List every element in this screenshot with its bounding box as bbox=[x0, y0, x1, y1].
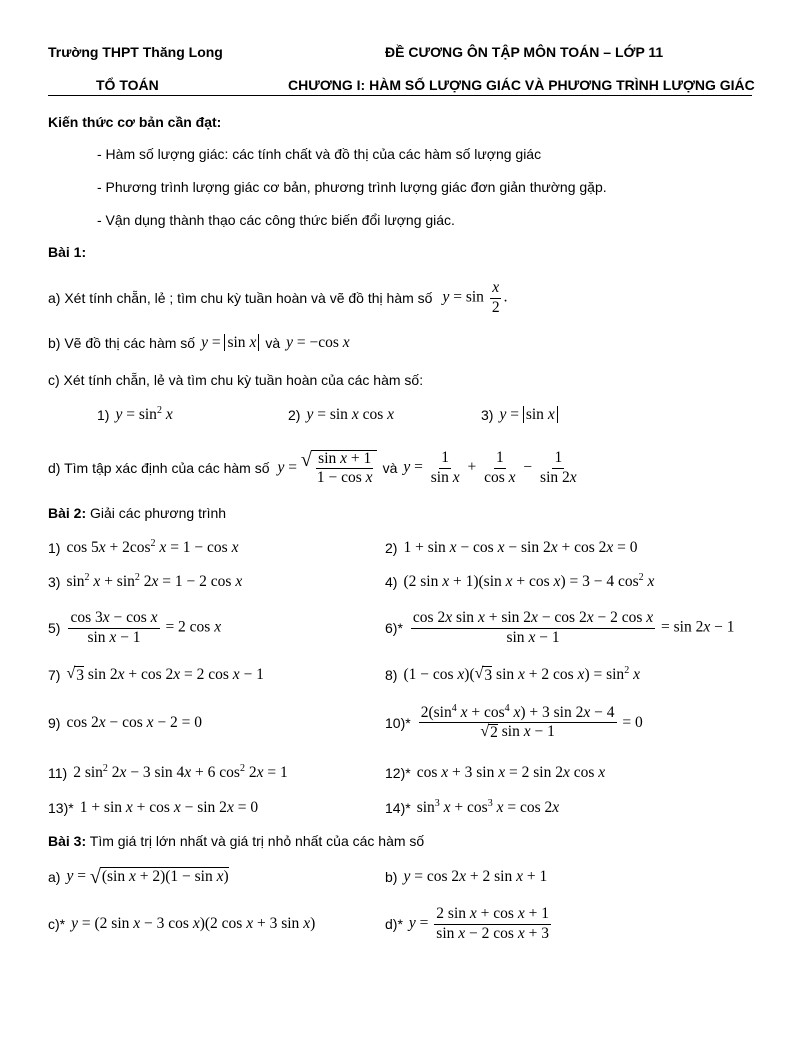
department-name: TỔ TOÁN bbox=[96, 77, 159, 93]
formula: y = −cos x bbox=[286, 334, 350, 351]
formula: y = sin x cos x bbox=[306, 406, 395, 423]
item-label: 3) bbox=[48, 574, 61, 590]
exercise-1a-text: a) Xét tính chẵn, lẻ ; tìm chu kỳ tuần hoàn và vẽ đồ thị hàm số bbox=[48, 290, 433, 306]
item-label: 11) bbox=[48, 765, 68, 781]
equation-6 bbox=[385, 608, 735, 648]
item-label: 2) bbox=[385, 540, 398, 556]
exercise-3-heading bbox=[48, 833, 424, 849]
formula: y = sin $\frac{x}{2}$ . bbox=[442, 279, 508, 316]
formula: 1 + sin x − cos x − sin 2x + cos 2x = 0 bbox=[403, 539, 638, 556]
formula: 1 + sin x + cos x − sin 2x = 0 bbox=[79, 799, 259, 816]
item-label: d)* bbox=[385, 916, 403, 932]
formula: y = (2 sin x − 3 cos x)(2 cos x + 3 sin x) bbox=[71, 915, 316, 932]
item-label: c)* bbox=[48, 916, 66, 932]
chapter-title: CHƯƠNG I: HÀM SỐ LƯỢNG GIÁC VÀ PHƯƠNG TRÌNH LƯỢNG GIÁC bbox=[288, 77, 755, 93]
item-label: 8) bbox=[385, 667, 398, 683]
formula: 2 $\sin^2 2x - 3$ sin 4x + 6 $\cos^2 2x = 1$ bbox=[73, 762, 288, 781]
exercise-1a bbox=[48, 280, 507, 316]
formula: √ 3 sin 2x + cos 2x = 2 cos x − 1 bbox=[66, 664, 264, 684]
exercise-1d-text: d) Tìm tập xác định của các hàm số bbox=[48, 460, 270, 476]
formula: y = cos 2x + 2 sin x + 1 bbox=[403, 868, 548, 885]
exercise-1c3 bbox=[481, 400, 558, 430]
heading-label: Bài 2: bbox=[48, 505, 87, 521]
formula: y = √ $\frac{\text{sin x + 1}}{\text{1 − cos x}}$ bbox=[278, 450, 377, 487]
school-name: Trường THPT Thăng Long bbox=[48, 44, 223, 60]
heading-label: Bài 3: bbox=[48, 833, 87, 849]
item-label: b) bbox=[385, 869, 398, 885]
formula: (2 sin x + 1)(sin x + cos x) = 3 − 4 $\cos^2 x$ bbox=[403, 571, 655, 590]
header-divider bbox=[48, 95, 752, 96]
function-d bbox=[385, 902, 553, 946]
equation-8 bbox=[385, 660, 640, 690]
equation-13 bbox=[48, 793, 258, 823]
knowledge-item: - Phương trình lượng giác cơ bản, phương trình lượng giác đơn giản thường gặp. bbox=[97, 179, 607, 195]
conjunction: và bbox=[382, 460, 398, 476]
item-label: 5) bbox=[48, 620, 61, 636]
formula: cos 2x − cos x − 2 = 0 bbox=[66, 714, 203, 731]
item-label: 10)* bbox=[385, 715, 411, 731]
equation-11 bbox=[48, 758, 288, 788]
equation-4 bbox=[385, 567, 654, 597]
formula: $2(\sin^4$ $x + \cos^4 x) + 3$ sin 2x − 4 √ 2 sin x − 1 = 0 bbox=[420, 702, 643, 741]
heading-text: Giải các phương trình bbox=[86, 505, 227, 521]
item-label: 1) bbox=[48, 540, 61, 556]
equation-1 bbox=[48, 533, 238, 563]
exercise-1c1 bbox=[97, 400, 173, 430]
function-a bbox=[48, 862, 229, 892]
exercise-1c-text: c) Xét tính chẵn, lẻ và tìm chu kỳ tuần hoàn của các hàm số: bbox=[48, 372, 424, 388]
item-label: 3) bbox=[481, 407, 494, 423]
knowledge-item: - Hàm số lượng giác: các tính chất và đồ thị của các hàm số lượng giác bbox=[97, 146, 542, 162]
formula: y = √ (sin x + 2)(1 − sin x) bbox=[66, 866, 229, 888]
equation-7 bbox=[48, 660, 264, 690]
item-label: 4) bbox=[385, 574, 398, 590]
equation-2 bbox=[385, 533, 638, 563]
formula: (1 − cos x)( √ 3 sin x + 2 $\cos x) = \sin^2 x$ bbox=[403, 664, 640, 684]
exercise-1-heading: Bài 1: bbox=[48, 244, 87, 260]
item-label: 13)* bbox=[48, 800, 74, 816]
knowledge-heading: Kiến thức cơ bản cần đạt: bbox=[48, 114, 222, 130]
knowledge-item: - Vận dụng thành thạo các công thức biến đổi lượng giác. bbox=[97, 212, 455, 228]
document-title: ĐỀ CƯƠNG ÔN TẬP MÔN TOÁN – LỚP 11 bbox=[385, 44, 664, 60]
equation-10 bbox=[385, 700, 643, 746]
formula: y = $\frac{\text{2 sin x + cos x + 1}}{\text{sin x − 2 cos x + 3}}$ bbox=[408, 905, 549, 942]
formula: y = sin x bbox=[201, 334, 259, 352]
formula: $\frac{\text{cos 2x sin x + sin 2x − cos 2x − 2 cos x}}{\text{sin x − 1}}$ = sin 2x − 1 bbox=[412, 609, 735, 646]
function-b bbox=[385, 862, 547, 892]
item-label: 9) bbox=[48, 715, 61, 731]
formula: $\frac{\text{cos 3x − cos x}}{\text{sin x − 1}}$ = 2 cos x bbox=[70, 609, 222, 646]
item-label: 14)* bbox=[385, 800, 411, 816]
function-c bbox=[48, 909, 315, 939]
formula: $\sin^2 x + \sin^2 2x = 1 - 2$ cos x bbox=[66, 571, 243, 590]
exercise-1b-text: b) Vẽ đồ thị các hàm số bbox=[48, 335, 196, 351]
item-label: 1) bbox=[97, 407, 110, 423]
equation-3 bbox=[48, 567, 242, 597]
equation-12 bbox=[385, 758, 605, 788]
formula: cos x + 3 sin x = 2 sin 2x cos x bbox=[416, 764, 606, 781]
heading-text: Tìm giá trị lớn nhất và giá trị nhỏ nhất của các hàm số bbox=[86, 833, 425, 849]
equation-9 bbox=[48, 708, 202, 738]
item-label: a) bbox=[48, 869, 61, 885]
item-label: 7) bbox=[48, 667, 61, 683]
formula: $y = \sin^2 x$ bbox=[115, 404, 173, 423]
exercise-1b bbox=[48, 328, 350, 358]
item-label: 6)* bbox=[385, 620, 403, 636]
conjunction: và bbox=[265, 335, 281, 351]
formula: $\cos 5x + 2\cos^2$ x = 1 − cos x bbox=[66, 537, 239, 556]
item-label: 2) bbox=[288, 407, 301, 423]
exercise-2-heading bbox=[48, 505, 226, 521]
equation-5 bbox=[48, 608, 221, 648]
exercise-1c2 bbox=[288, 400, 394, 430]
formula: y = $\frac{1}{\text{sin x}}$ + $\frac{1}{\text{cos x}}$ − $\frac{1}{\sin 2x}$ bbox=[403, 449, 577, 486]
equation-14 bbox=[385, 793, 559, 823]
item-label: 12)* bbox=[385, 765, 411, 781]
formula: y = sin x bbox=[499, 406, 557, 424]
exercise-1d bbox=[48, 446, 581, 490]
formula: $\sin^3 x + \cos^3 x = \cos 2x$ bbox=[416, 797, 560, 816]
